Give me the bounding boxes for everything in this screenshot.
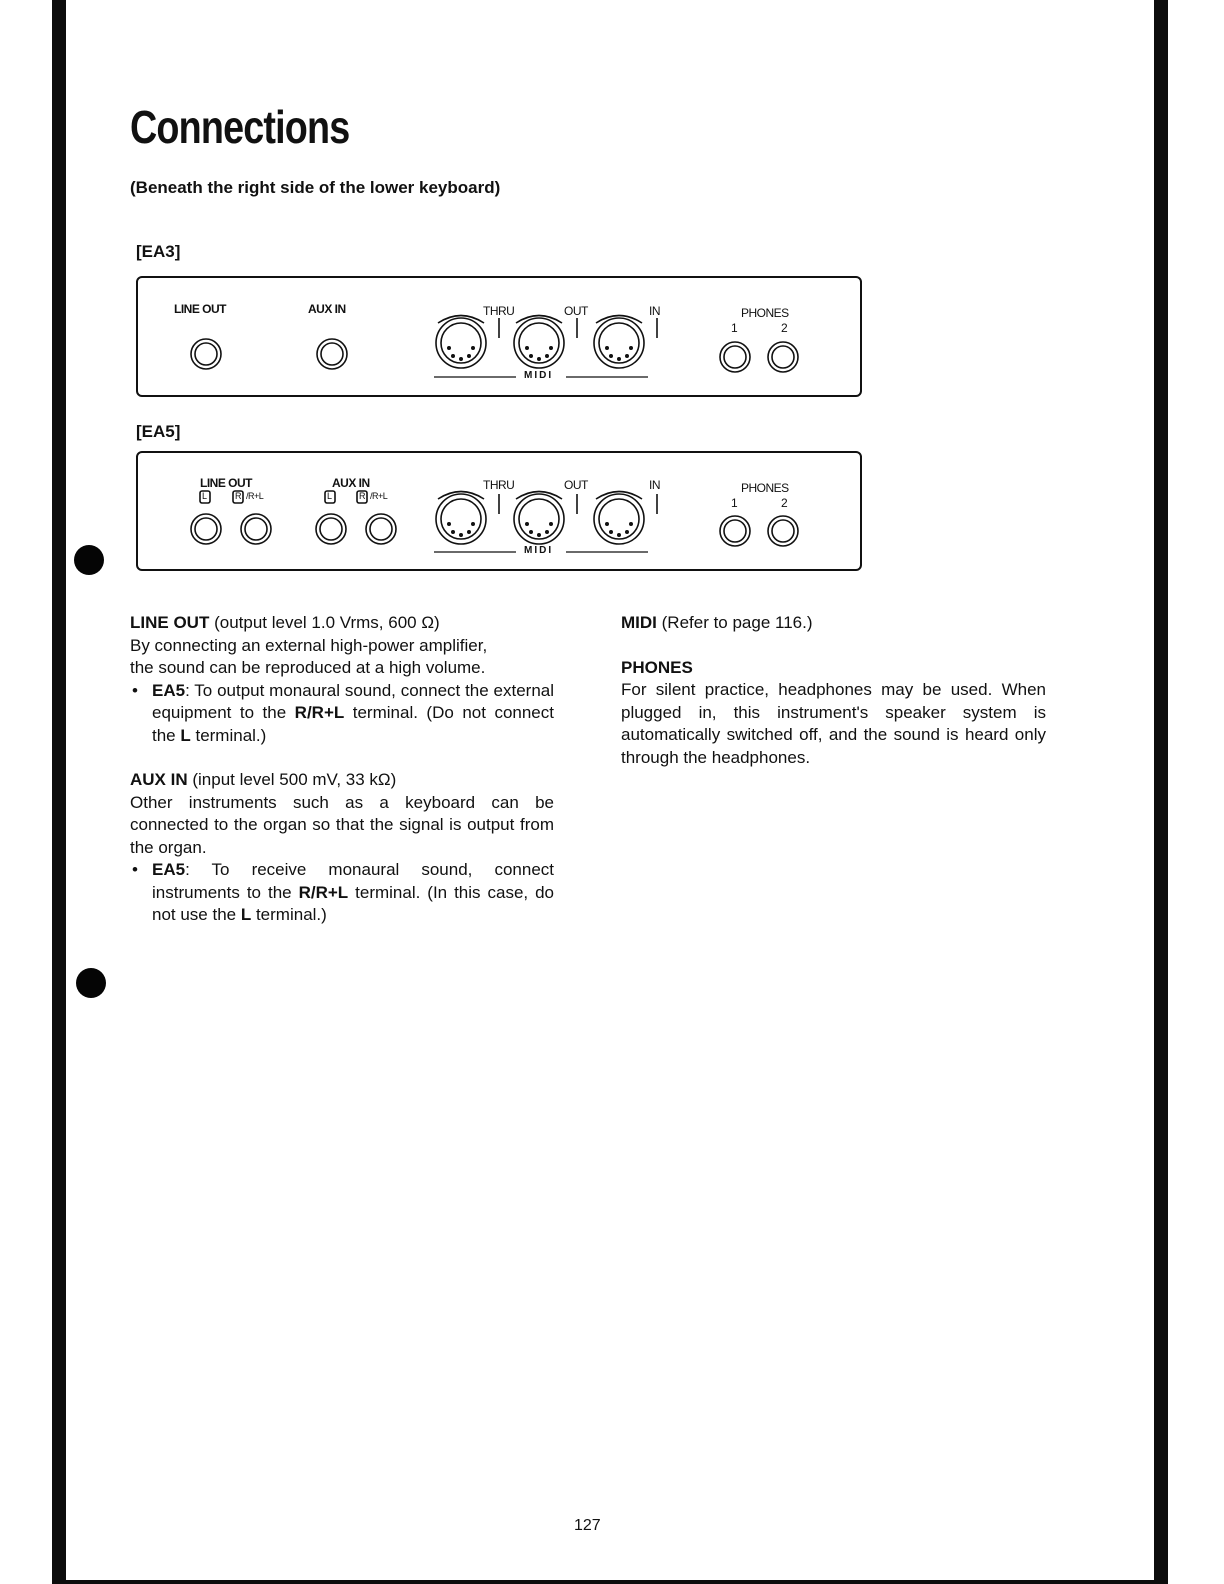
ea5-aux-in-l-text: L xyxy=(327,491,332,501)
midi-line xyxy=(621,612,1046,635)
ea5-line-out-r-jack xyxy=(241,514,271,544)
ea3-panel xyxy=(136,276,862,397)
ea5-midi-out-jack xyxy=(514,492,577,545)
right-column xyxy=(621,612,1046,769)
phones-heading: PHONES xyxy=(621,657,693,677)
ea5-in-label: IN xyxy=(649,478,660,492)
line-out-bullet-text-c: terminal.) xyxy=(190,725,267,745)
ea5-thru-label: THRU xyxy=(483,478,515,492)
line-out-heading: LINE OUT xyxy=(130,613,210,632)
ea5-line-out-label: LINE OUT xyxy=(200,476,252,490)
ea3-phones-1-jack xyxy=(720,342,750,372)
ea3-label: [EA3] xyxy=(136,242,181,261)
ea3-phones-label: PHONES xyxy=(741,306,789,320)
ea5-midi-thru-jack xyxy=(436,492,499,545)
ea3-aux-in-label: AUX IN xyxy=(308,302,346,316)
ea3-line-out-label: LINE OUT xyxy=(174,302,226,316)
ea3-midi-thru-jack xyxy=(436,316,499,369)
ea3-midi-out-jack xyxy=(514,316,577,369)
ea5-phones-label: PHONES xyxy=(741,481,789,495)
ea5-phones-1-label: 1 xyxy=(731,496,738,510)
ea3-phones-2-label: 2 xyxy=(781,321,788,335)
line-out-bullet-model: EA5 xyxy=(152,680,186,700)
line-out-bullet-text-b: terminal. (Do not connect the xyxy=(152,703,554,745)
ea5-out-label: OUT xyxy=(564,478,588,492)
ea5-aux-in-label: AUX IN xyxy=(332,476,370,490)
ea5-aux-in-r-jack xyxy=(366,514,396,544)
ea5-line-out-l-jack xyxy=(191,514,221,544)
ea5-aux-in-rl-text: /R+L xyxy=(370,491,388,501)
line-out-bullet xyxy=(130,680,554,748)
aux-in-bullet-text-c: terminal.) xyxy=(251,905,327,924)
line-out-text-2: the sound can be reproduced at a high volume. xyxy=(130,658,486,677)
line-out-bullet-text-a: : To output monaural sound, connect the external equipment to the xyxy=(152,680,554,722)
scan-border-bottom xyxy=(52,1580,1168,1584)
line-out-bullet-l: L xyxy=(180,725,191,745)
aux-in-text: Other instruments such as a keyboard can be connected to the organ so that the signal is output from the organ. xyxy=(130,792,554,857)
scan-border-left xyxy=(52,0,66,1584)
line-out-heading-line xyxy=(130,612,554,635)
aux-in-bullet-l: L xyxy=(240,905,252,924)
ea5-line-out-l-text: L xyxy=(202,491,207,501)
ea3-in-label: IN xyxy=(649,304,660,318)
ea3-phones-2-jack xyxy=(768,342,798,372)
ea3-aux-in-jack xyxy=(317,339,347,369)
page-title: Connections xyxy=(130,101,350,153)
ea5-phones-1-jack xyxy=(720,516,750,546)
ea3-out-label: OUT xyxy=(564,304,588,318)
ea5-phones-2-jack xyxy=(768,516,798,546)
aux-in-bullet-model: EA5 xyxy=(152,860,186,879)
phones-text: For silent practice, headphones may be used. When plugged in, this instrument's speaker system is automatically switched off, and the sound is heard only through the headphones. xyxy=(621,680,1046,767)
aux-in-heading: AUX IN xyxy=(130,770,188,789)
aux-in-bullet-text-b: terminal. (In this case, do not use the xyxy=(152,882,555,924)
ea5-aux-in-l-jack xyxy=(316,514,346,544)
page-subtitle: (Beneath the right side of the lower keyboard) xyxy=(130,178,501,197)
aux-in-bullet-text-a: : To receive monaural sound, connect instruments to the xyxy=(152,860,554,902)
ea3-thru-label: THRU xyxy=(483,304,515,318)
ea5-line-out-r-text: R xyxy=(235,491,241,501)
line-out-text-1: By connecting an external high-power amplifier, xyxy=(130,635,488,655)
ea3-panel-drawing xyxy=(138,278,864,399)
ea5-panel-drawing xyxy=(138,453,864,573)
phones-heading-line xyxy=(621,657,1046,680)
scan-border-right xyxy=(1154,0,1168,1584)
ea3-midi-label: MIDI xyxy=(524,370,554,381)
line-out-bullet-term: R/R+L xyxy=(294,703,345,722)
left-column xyxy=(130,612,554,927)
aux-in-bullet-term: R/R+L xyxy=(298,882,349,902)
page-number: 127 xyxy=(574,1517,601,1534)
midi-text: (Refer to page 116.) xyxy=(661,613,813,632)
ea5-aux-in-r-text: R xyxy=(359,491,365,501)
midi-heading: MIDI xyxy=(621,613,657,632)
ea5-midi-in-jack xyxy=(594,492,657,545)
aux-in-heading-line xyxy=(130,769,554,792)
ea5-label: [EA5] xyxy=(136,422,181,441)
ea5-midi-label: MIDI xyxy=(524,545,554,556)
ea3-midi-in-jack xyxy=(594,316,657,369)
aux-in-bullet xyxy=(130,859,554,927)
ea3-phones-1-label: 1 xyxy=(731,321,738,335)
ea3-line-out-jack xyxy=(191,339,221,369)
aux-in-spec: (input level 500 mV, 33 kΩ) xyxy=(192,770,397,789)
ea5-line-out-rl-text: /R+L xyxy=(246,491,264,501)
punch-hole-lower xyxy=(76,968,106,998)
ea5-phones-2-label: 2 xyxy=(781,496,788,510)
ea5-panel xyxy=(136,451,862,571)
line-out-spec: (output level 1.0 Vrms, 600 Ω) xyxy=(214,613,440,632)
punch-hole-upper xyxy=(74,545,104,575)
